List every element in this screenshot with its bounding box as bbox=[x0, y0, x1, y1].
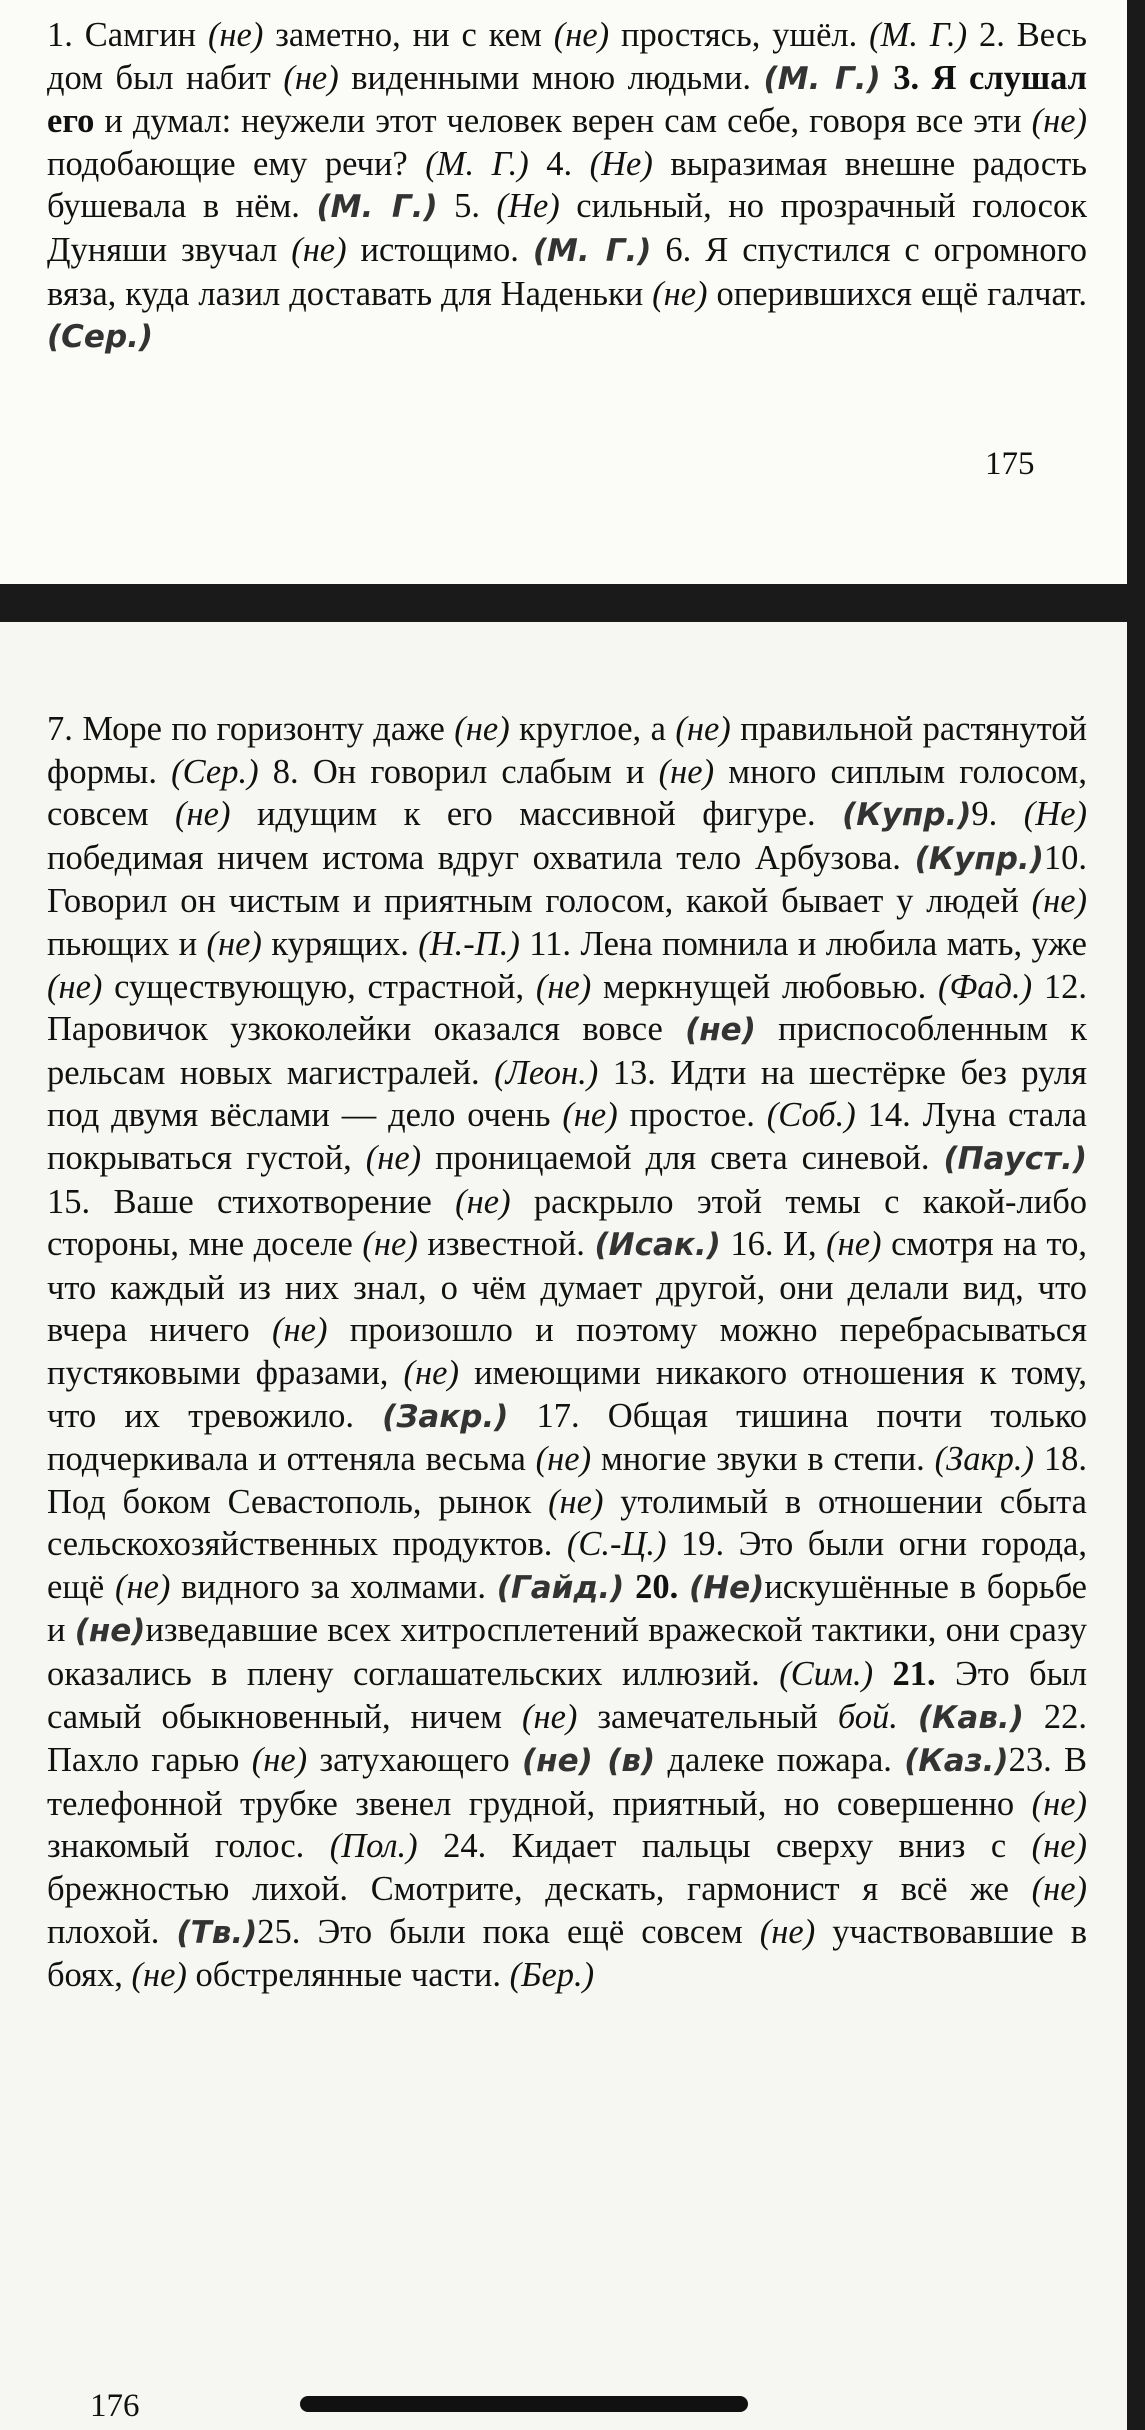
text-italic: (не) bbox=[175, 795, 231, 834]
text-run: 14. Луна стала покрываться густой, bbox=[47, 1096, 1087, 1177]
text-italic: (Фад.) bbox=[938, 967, 1033, 1006]
text-bold: 3. Я слушал его bbox=[47, 58, 1087, 141]
page-number-176: 176 bbox=[90, 2388, 140, 2424]
text-run: искушённые в борьбе и bbox=[47, 1567, 1087, 1650]
text-italic: (Н.-П.) bbox=[418, 924, 520, 963]
text-run: много сиплым голосом, совсем bbox=[47, 752, 1087, 834]
text-run: смотря на то, что каждый из них знал, о чём думает другой, они делали вид, что вчера ничего bbox=[47, 1225, 1087, 1350]
text-run: простое. bbox=[617, 1096, 767, 1135]
text-run: простясь, ушёл. bbox=[609, 16, 870, 54]
text-run: курящих. bbox=[261, 924, 419, 963]
text-italic: (не) bbox=[131, 1956, 187, 1995]
text-run: затухающего bbox=[307, 1741, 522, 1780]
text-source-bold: (Гайд.) bbox=[496, 1569, 625, 1606]
text-italic: (не) bbox=[535, 1440, 592, 1479]
text-italic: (не) bbox=[47, 967, 103, 1006]
text-source-bold: (Купр.) bbox=[914, 840, 1044, 877]
text-italic: (не) bbox=[454, 710, 510, 748]
text-italic: (М. Г.) bbox=[869, 16, 968, 54]
text-italic: (не) bbox=[1031, 1827, 1087, 1866]
text-italic: (не) bbox=[652, 274, 708, 313]
text-run: 24. Кидает пальцы сверху вниз с bbox=[417, 1827, 1032, 1866]
text-run: и думал: неужели этот человек верен сам себе, говоря все эти bbox=[94, 102, 1032, 141]
text-italic: (Леон.) bbox=[494, 1053, 599, 1092]
text-italic: (С.-Ц.) bbox=[566, 1525, 667, 1564]
text-run: 4. bbox=[528, 144, 590, 183]
text-italic: (не) bbox=[548, 1482, 604, 1521]
text-italic: (не) bbox=[207, 16, 264, 54]
exercise-text-bottom bbox=[47, 708, 1087, 1997]
text-italic: (М. Г.) bbox=[425, 144, 529, 183]
exercise-text-top bbox=[47, 14, 1087, 359]
text-run: виденными мною людьми. bbox=[338, 58, 764, 97]
text-italic: (не) bbox=[535, 967, 592, 1006]
text-italic: (не) bbox=[251, 1741, 308, 1780]
text-source-bold: (М. Г.) bbox=[532, 232, 652, 269]
text-run: 1. Самгин bbox=[47, 16, 208, 54]
text-run: сильный, но прозрачный голосок Дуняши звучал bbox=[47, 187, 1087, 269]
text-italic: (Бер.) bbox=[509, 1956, 595, 1995]
text-italic: (не) bbox=[1031, 882, 1087, 921]
text-run: 25. Это были пока ещё совсем bbox=[257, 1912, 760, 1951]
text-italic: (Сер.) bbox=[171, 752, 259, 791]
text-source-bold: (М. Г.) bbox=[763, 60, 881, 97]
text-source-bold: (Не) bbox=[689, 1569, 765, 1606]
text-run: 19. Это были огни города, ещё bbox=[47, 1525, 1087, 1606]
text-italic: (не) bbox=[291, 230, 347, 269]
text-source-bold: (М. Г.) bbox=[316, 189, 438, 226]
home-indicator-bar[interactable] bbox=[300, 2396, 748, 2412]
text-italic: (не) bbox=[455, 1182, 511, 1221]
text-run: известной. bbox=[417, 1225, 595, 1264]
text-italic: (не) bbox=[403, 1353, 459, 1392]
text-italic: (не) bbox=[658, 752, 715, 791]
text-italic: (не) bbox=[759, 1912, 816, 1951]
text-run: 15. Ваше стихотворение bbox=[47, 1182, 456, 1221]
text-run: многие звуки в степи. bbox=[591, 1440, 935, 1479]
text-italic: (Не) bbox=[589, 144, 653, 183]
text-run: произошло и поэтому можно перебрасываться пустяковыми фразами, bbox=[47, 1311, 1087, 1392]
text-run: круглое, а bbox=[509, 710, 676, 748]
text-run: замечательный bbox=[577, 1697, 838, 1736]
text-run: победимая ничем истома вдруг охватила тело Арбузова. bbox=[47, 838, 915, 877]
text-source-bold: (Сер.) bbox=[47, 319, 154, 356]
text-run: проницаемой для света синевой. bbox=[421, 1138, 944, 1177]
text-italic: бой. bbox=[837, 1697, 898, 1736]
text-run: брежностью лихой. Смотрите, дескать, гармонист я всё же bbox=[47, 1870, 1032, 1909]
text-run: пьющих и bbox=[47, 924, 207, 963]
text-italic: (не) bbox=[675, 710, 731, 748]
text-run: утолимый в отношении сбыта сельскохозяйственных продуктов. bbox=[47, 1482, 1087, 1564]
text-run: видного за холмами. bbox=[170, 1567, 497, 1606]
text-italic: (не) bbox=[206, 924, 262, 963]
text-source-bold: (не) bbox=[685, 1012, 756, 1049]
text-run: оперившихся ещё галчат. bbox=[707, 274, 1087, 313]
text-run: раскрыло этой темы с какой-либо стороны, мне доселе bbox=[47, 1182, 1088, 1264]
text-run: 7. Море по горизонту даже bbox=[47, 710, 455, 748]
text-source-bold: (Каз.) bbox=[904, 1743, 1009, 1780]
text-italic: (не) bbox=[1031, 1784, 1087, 1823]
text-run: 12. Паровичок узкоколейки оказался вовсе bbox=[47, 967, 1087, 1049]
text-run: далеке пожара. bbox=[655, 1741, 905, 1780]
page-number-175: 175 bbox=[985, 446, 1035, 482]
text-italic: (не) bbox=[272, 1311, 328, 1350]
text-run: 8. Он говорил слабым и bbox=[258, 752, 659, 791]
text-source-bold: (Купр.) bbox=[842, 797, 972, 834]
text-run: подобающие ему речи? bbox=[47, 144, 426, 183]
text-italic: (не) bbox=[1031, 1870, 1087, 1909]
text-run: 22. Пахло гарью bbox=[47, 1697, 1088, 1780]
text-run bbox=[678, 1568, 689, 1606]
text-run: 18. Под боком Севастополь, рынок bbox=[47, 1440, 1087, 1521]
text-run bbox=[898, 1698, 918, 1736]
text-run: 9. bbox=[971, 795, 1024, 834]
text-run: истощимо. bbox=[346, 230, 533, 269]
text-run: 5. bbox=[437, 187, 497, 226]
text-run: 17. Общая тишина почти только подчеркивала и оттеняла весьма bbox=[47, 1396, 1087, 1479]
text-italic: (не) bbox=[362, 1225, 418, 1264]
text-run: Это был самый обыкновенный, ничем bbox=[47, 1655, 1088, 1736]
text-run: 23. В телефонной трубке звенел грудной, приятный, но совершенно bbox=[47, 1741, 1088, 1823]
text-italic: (не) bbox=[1031, 102, 1087, 141]
text-run: 10. Говорил он чистым и приятным голосом, какой бывает у людей bbox=[47, 838, 1087, 921]
text-run: заметно, ни с кем bbox=[263, 16, 554, 54]
text-source-bold: (Исак.) bbox=[594, 1227, 721, 1264]
text-source-bold: (не) bbox=[74, 1613, 146, 1650]
text-italic: (Не) bbox=[1023, 795, 1088, 834]
text-run: выразимая внешне радость бушевала в нём. bbox=[47, 144, 1088, 226]
text-run: 16. И, bbox=[720, 1225, 827, 1264]
text-source-bold: (Пауст.) bbox=[943, 1140, 1087, 1177]
text-source-bold: (не) (в) bbox=[521, 1743, 656, 1780]
text-italic: (не) bbox=[114, 1567, 171, 1606]
text-run: 11. Лена помнила и любила мать, уже bbox=[519, 924, 1087, 963]
text-run: меркнущей любовью. bbox=[591, 967, 939, 1006]
text-run: 13. Идти на шестёрке без руля под двумя вёслами — дело очень bbox=[47, 1053, 1087, 1135]
text-italic: (не) bbox=[522, 1697, 578, 1736]
text-run: изведавшие всех хитросплетений вражеской тактики, они сразу оказались в плену соглашательских иллюзий. bbox=[47, 1611, 1087, 1694]
text-run bbox=[873, 1655, 892, 1693]
text-italic: (не) bbox=[826, 1225, 882, 1264]
text-run bbox=[624, 1568, 635, 1606]
text-run: обстрелянные части. bbox=[186, 1956, 510, 1995]
text-italic: (Сим.) bbox=[779, 1655, 874, 1694]
text-bold: 20. bbox=[635, 1567, 679, 1606]
text-run: приспособленным к рельсам новых магистралей. bbox=[47, 1010, 1087, 1092]
text-source-bold: (Тв.) bbox=[176, 1914, 258, 1951]
text-run: существующую, страстной, bbox=[102, 967, 536, 1006]
textbook-page-175 bbox=[0, 0, 1127, 584]
text-italic: (не) bbox=[365, 1138, 422, 1177]
text-italic: (Не) bbox=[496, 187, 560, 226]
text-run: знакомый голос. bbox=[47, 1827, 330, 1866]
text-source-bold: (Кав.) bbox=[917, 1699, 1024, 1736]
text-italic: (не) bbox=[562, 1096, 618, 1135]
text-italic: (Закр.) bbox=[934, 1440, 1034, 1479]
text-italic: (не) bbox=[283, 58, 339, 97]
text-bold: 21. bbox=[892, 1655, 936, 1694]
text-run: правильной растянутой формы. bbox=[47, 710, 1087, 791]
text-run: 2. Весь дом был набит bbox=[47, 16, 1087, 97]
text-run: 6. Я спустился с огромного вяза, куда лазил доставать для Наденьки bbox=[47, 230, 1087, 313]
text-run: идущим к его массивной фигуре. bbox=[230, 795, 843, 834]
text-source-bold: (Закр.) bbox=[382, 1398, 509, 1435]
text-run: имеющими никакого отношения к тому, что их тревожило. bbox=[47, 1353, 1087, 1435]
text-italic: (Соб.) bbox=[766, 1096, 856, 1135]
text-run: участвовавшие в боях, bbox=[47, 1912, 1087, 1995]
text-run: плохой. bbox=[47, 1912, 177, 1951]
text-italic: (не) bbox=[553, 16, 610, 54]
textbook-page-176 bbox=[0, 622, 1127, 2430]
text-italic: (Пол.) bbox=[329, 1827, 418, 1866]
